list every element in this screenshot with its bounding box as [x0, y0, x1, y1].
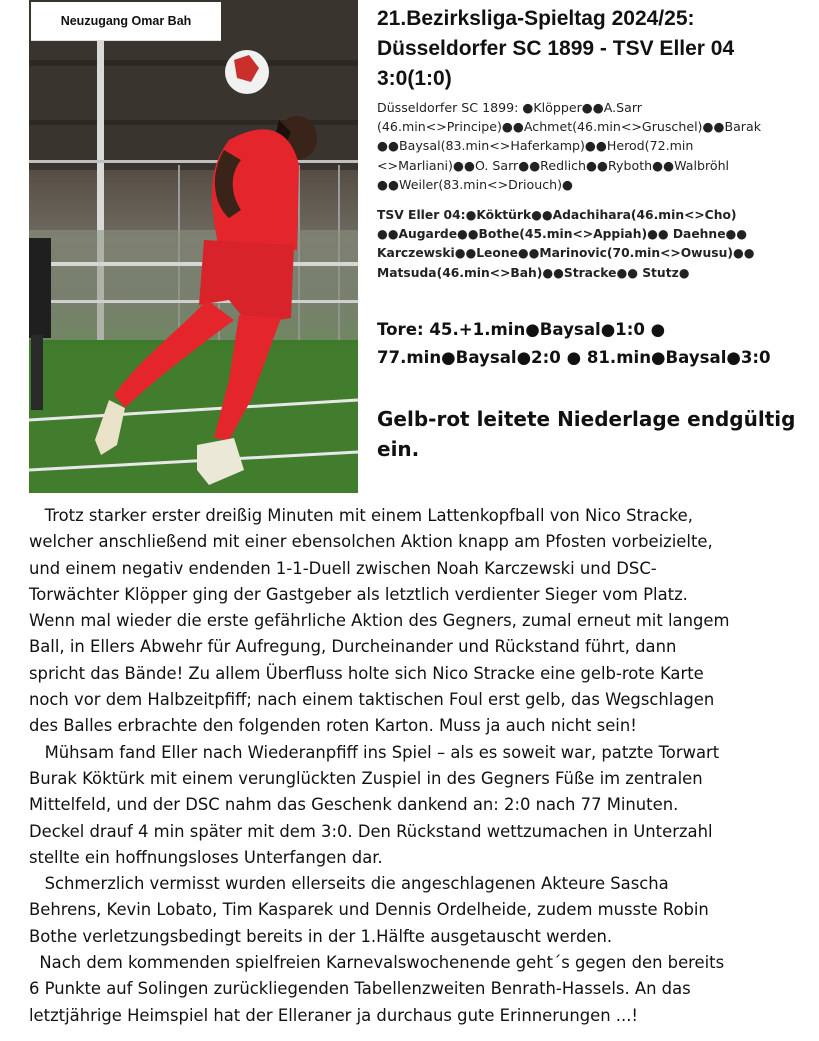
home-lineup	[377, 98, 809, 194]
article-line: Ball, in Ellers Abwehr für Aufregung, Durcheinander und Rückstand führt, dann	[29, 637, 677, 657]
article-line: spricht das Bände! Zu allem Überfluss holte sich Nico Stracke eine gelb-rote Karte	[29, 663, 704, 683]
goals-line: 77.min●Baysal●2:0 ● 81.min●Baysal●3:0	[377, 348, 771, 367]
title-line: 3:0(1:0)	[377, 67, 452, 90]
lineup-line: Düsseldorfer SC 1899: ●Klöpper●●A.Sarr	[377, 100, 642, 115]
lineup-line: <>Marliani)●●O. Sarr●●Redlich●●Ryboth●●Walbröhl	[377, 157, 730, 173]
article-line: Nach dem kommenden spielfreien Karnevalswochenende geht´s gegen den bereits	[29, 953, 725, 973]
article-line: Trotz starker erster dreißig Minuten mit einem Lattenkopfball von Nico Stracke,	[29, 506, 693, 525]
article-line: und einem negativ endenden 1-1-Duell zwischen Noah Karczewski und DSC-	[29, 558, 657, 578]
article-line: Burak Köktürk mit einem verunglückten Zuspiel in des Gegners Füße im zentralen	[29, 768, 703, 788]
article-line: Mühsam fand Eller nach Wiederanpfiff ins Spiel – als es soweit war, patzte Torwart	[29, 742, 720, 762]
away-lineup	[377, 206, 809, 283]
article-line: letztjährige Heimspiel hat der Elleraner ja durchaus gute Erinnerungen ...!	[29, 1005, 638, 1025]
article-subheadline	[377, 404, 809, 464]
match-title	[377, 4, 807, 94]
player-photo	[29, 0, 358, 493]
article-line: Bothe verletzungsbedingt bereits in der 1.Hälfte ausgetauscht werden.	[29, 926, 613, 946]
article-line: Schmerzlich vermisst wurden ellerseits die angeschlagenen Akteure Sascha	[29, 874, 669, 894]
lineup-line: ●●Augarde●●Bothe(45.min<>Appiah)●● Daehne●●	[377, 227, 747, 242]
article-line: Mittelfeld, und der DSC nahm das Geschenk dankend an: 2:0 nach 77 Minuten.	[29, 795, 679, 815]
lineup-line: (46.min<>Principe)●●Achmet(46.min<>Gruschel)●●Barak	[377, 119, 761, 135]
article-body	[29, 503, 814, 1029]
lineup-line: Matsuda(46.min<>Bah)●●Stracke●● Stutz●	[377, 265, 690, 280]
article-line: Deckel drauf 4 min später mit dem 3:0. Den Rückstand wettzumachen in Unterzahl	[29, 821, 713, 841]
title-line: 21.Bezirksliga-Spieltag 2024/25:	[377, 7, 695, 30]
lineup-line: TSV Eller 04:●Köktürk●●Adachihara(46.min<>Cho)	[377, 208, 737, 222]
article-line: stellte ein hoffnungsloses Unterfangen dar.	[29, 847, 383, 867]
title-line: Düsseldorfer SC 1899 - TSV Eller 04	[377, 37, 735, 60]
article-line: 6 Punkte auf Solingen zurückliegenden Tabellenzweiten Benrath-Hassels. An das	[29, 979, 691, 999]
subheadline-line: Gelb-rot leitete Niederlage endgültig	[377, 407, 796, 431]
photo-caption: Neuzugang Omar Bah	[31, 2, 221, 41]
article-line: Wenn mal wieder die erste gefährliche Aktion des Gegners, zumal erneut mit langem	[29, 611, 730, 631]
lineup-line: ●●Baysal(83.min<>Haferkamp)●●Herod(72.min	[377, 138, 694, 154]
subheadline-line: ein.	[377, 437, 420, 461]
goals-line: Tore: 45.+1.min●Baysal●1:0 ●	[377, 320, 666, 339]
article-line: welcher anschließend mit einer ebensolchen Aktion knapp am Pfosten vorbeizielte,	[29, 532, 713, 552]
article-line: Torwächter Klöpper ging der Gastgeber als letztlich verdienter Sieger vom Platz.	[29, 584, 688, 604]
goals-summary	[377, 316, 809, 372]
article-line: Behrens, Kevin Lobato, Tim Kasparek und Dennis Ordelheide, zudem musste Robin	[29, 900, 709, 920]
player-photo-illustration	[29, 0, 358, 493]
article-line: des Balles erbrachte den folgenden roten Karton. Muss ja auch nicht sein!	[29, 716, 637, 736]
match-header	[377, 4, 807, 94]
lineup-line: ●●Weiler(83.min<>Driouch)●	[377, 176, 574, 192]
article-line: noch vor dem Halbzeitpfiff; nach einem taktischen Foul erst gelb, das Wegschlagen	[29, 690, 715, 710]
lineup-line: Karczewski●●Leone●●Marinovic(70.min<>Owusu)●●	[377, 246, 755, 261]
